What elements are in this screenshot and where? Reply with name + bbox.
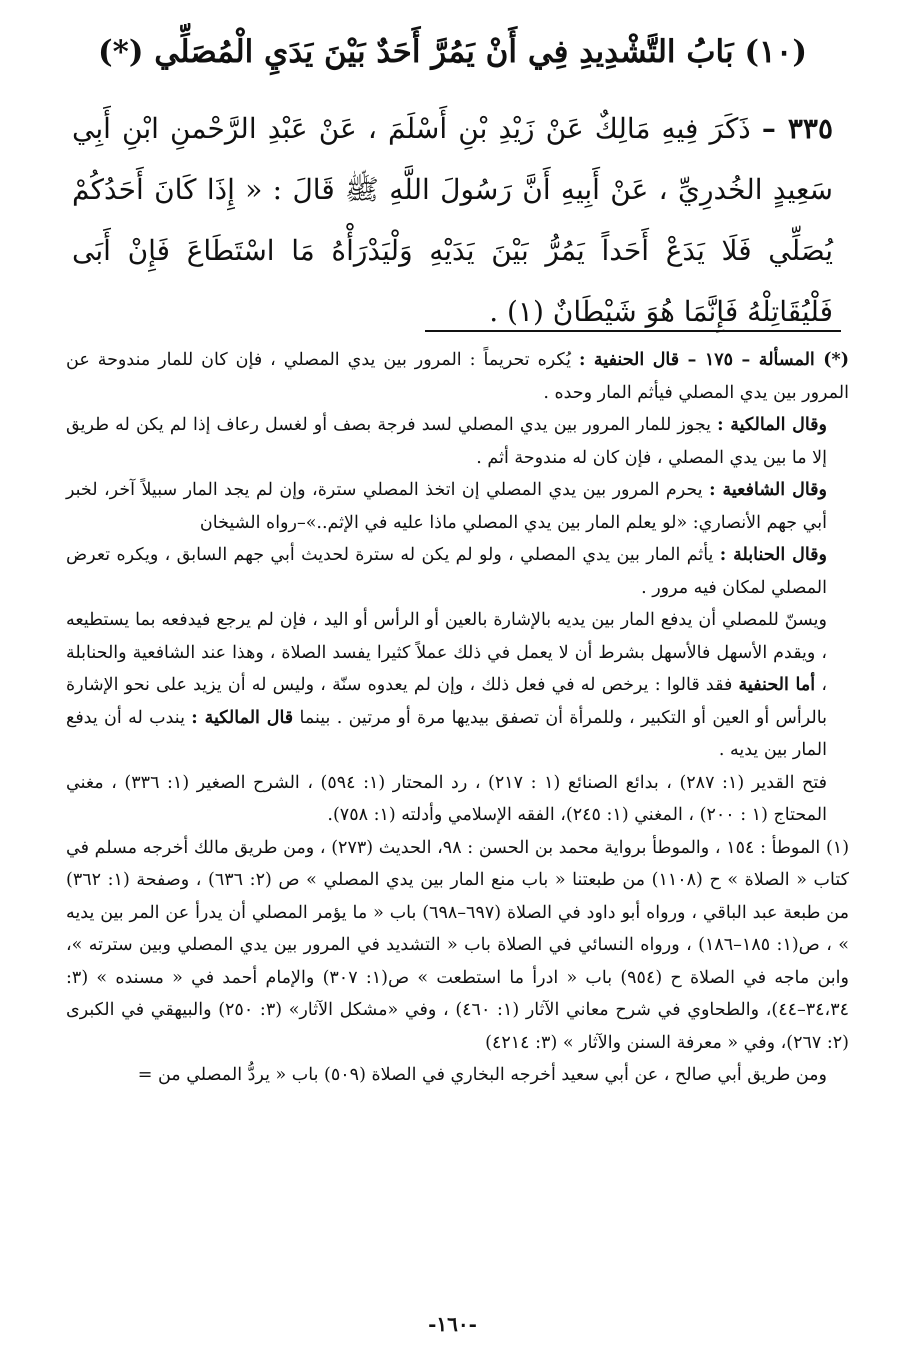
note-hanbali-label: وقال الحنابلة :: [719, 545, 827, 565]
note-hanafi: [66, 344, 849, 409]
note-repelling-hanafi-label: أما الحنفية: [738, 675, 816, 695]
note-repelling-text: ويسنّ للمصلي أن يدفع المار بين يديه بالإشارة بالعين أو الرأس أو اليد ، فإن لم يرجع فيدفعه بما يستطيعه ، ويقدم الأسهل فالأسهل بشرط أن لا يعمل في ذلك عملاً كثيرا يفسد الصلاة ، وهذا عند الشافعية والحنابلة ،: [66, 610, 827, 695]
note-repelling-hanafi-text: فقد قالوا : يرخص له في فعل ذلك ، وإن لم يعدوه سنّة ، وليس له أن يزيد على نحو الإشارة بالرأس أو العين أو التكبير ، وللمرأة أن تصفق بيديها مرة أو مرتين . بينما: [66, 675, 827, 728]
note-hanafi-label: (*) المسألة – ١٧٥ – قال الحنفية :: [578, 350, 849, 370]
hadith-number: ٣٣٥ –: [761, 112, 834, 145]
note-repelling: [66, 604, 849, 767]
hadith-body: ذَكَرَ فِيهِ مَالِكٌ عَنْ زَيْدِ بْنِ أَسْلَمَ ، عَنْ عَبْدِ الرَّحْمنِ ابْنِ أَبِي سَعِيدٍ الخُدرِيِّ ، عَنْ أَبِيهِ أَنَّ رَسُولَ اللَّهِ ﷺ قَالَ : « إِذَا كَانَ أَحَدُكُمْ يُصَلِّي فَلَا يَدَعْ أَحَداً يَمُرُّ بَيْنَ يَدَيْهِ وَلْيَدْرَأْهُ مَا اسْتَطَاعَ فَإِنْ أَبَى فَلْيُقَاتِلْهُ فَإِنَّمَا هُوَ شَيْطَانٌ (١) .: [72, 112, 833, 328]
note-repelling-maliki-text: يندب له أن يدفع المار بين يديه .: [66, 707, 827, 760]
note-hanbali: [66, 539, 849, 604]
note-shafii-text: يحرم المرور بين يدي المصلي إن اتخذ المصلي سترة، وإن لم يجد المار سبيلاً آخر، لخبر أبي جهم الأنصاري: «لو يعلم المار بين يدي المصلي ماذا عليه في الإثم..»–رواه الشيخان: [66, 480, 827, 533]
note-shafii-label: وقال الشافعية :: [709, 480, 827, 500]
footnote-1: (١) الموطأ : ١٥٤ ، والموطأ برواية محمد بن الحسن : ٩٨، الحديث (٢٧٣) ، ومن طريق مالك أخرجه مسلم في كتاب « الصلاة » ح (١١٠٨) من طبعتنا « باب منع المار بين يدي المصلي » ص (٢: ٦٣٦) ، وصفحة (١: ٣٦٢) من طبعة عبد الباقي ، ورواه أبو داود في الصلاة (٦٩٧–٦٩٨) باب « ما يؤمر المصلي أن يدرأ عن المر بين يديه » ، ص(١: ١٨٥–١٨٦) ، ورواه النسائي في الصلاة باب « التشديد في المرور بين يدي المصلي وبين سترته »، وابن ماجه في الصلاة ح (٩٥٤) باب « ادرأ ما استطعت » ص(١: ٣٠٧) والإمام أحمد في « مسنده » (٣: ٣٤،٣٤–٤٤)، والطحاوي في شرح معاني الآثار (١: ٤٦٠) ، وفي «مشكل الآثار» (٣: ٢٥٠) والبيهقي في الكبرى (٢: ٢٦٧)، وفي « معرفة السنن والآثار » (٣: ٤٢١٤): [66, 837, 850, 1053]
page-number: -١٦٠-: [428, 1312, 477, 1336]
note-hanafi-text: يُكره تحريماً : المرور بين يدي المصلي ، فإن كان للمار مندوحة عن المرور بين يدي المصلي فيأثم المار وحده .: [66, 350, 849, 403]
note-hanbali-text: يأثم المار بين يدي المصلي ، ولو لم يكن له سترة لحديث أبي جهم السابق ، ويكره تعرض المصلي لمكان فيه مرور .: [66, 545, 827, 598]
chapter-title: (١٠) بَابُ التَّشْدِيدِ فِي أَنْ يَمُرَّ أَحَدٌ بَيْنَ يَدَيِ الْمُصَلِّي (*): [97, 34, 808, 70]
footnotes: [66, 344, 849, 1092]
hadith-text: [72, 98, 833, 342]
note-shafii: [66, 474, 849, 539]
note-maliki-text: يجوز للمار المرور بين يدي المصلي لسد فرجة بصف أو لغسل رعاف إذا لم يكن له طريق إلا ما بين يدي المصلي ، فإن كان له مندوحة أثم .: [66, 415, 827, 468]
footnote-continuation: ومن طريق أبي صالح ، عن أبي سعيد أخرجه البخاري في الصلاة (٥٠٩) باب « يردُّ المصلي من =: [137, 1065, 827, 1085]
note-repelling-maliki-label: قال المالكية :: [191, 707, 294, 728]
note-maliki: [66, 409, 849, 474]
note-maliki-label: وقال المالكية :: [717, 415, 827, 435]
footnote-separator: [425, 330, 841, 332]
note-references: فتح القدير (١: ٢٨٧) ، بدائع الصنائع (١ : ٢١٧) ، رد المحتار (١: ٥٩٤) ، الشرح الصغير (١: ٣٣٦) ، مغني المحتاج (١ : ٢٠٠) ، المغني (١: ٢٤٥)، الفقه الإسلامي وأدلته (١: ٧٥٨).: [66, 772, 827, 825]
